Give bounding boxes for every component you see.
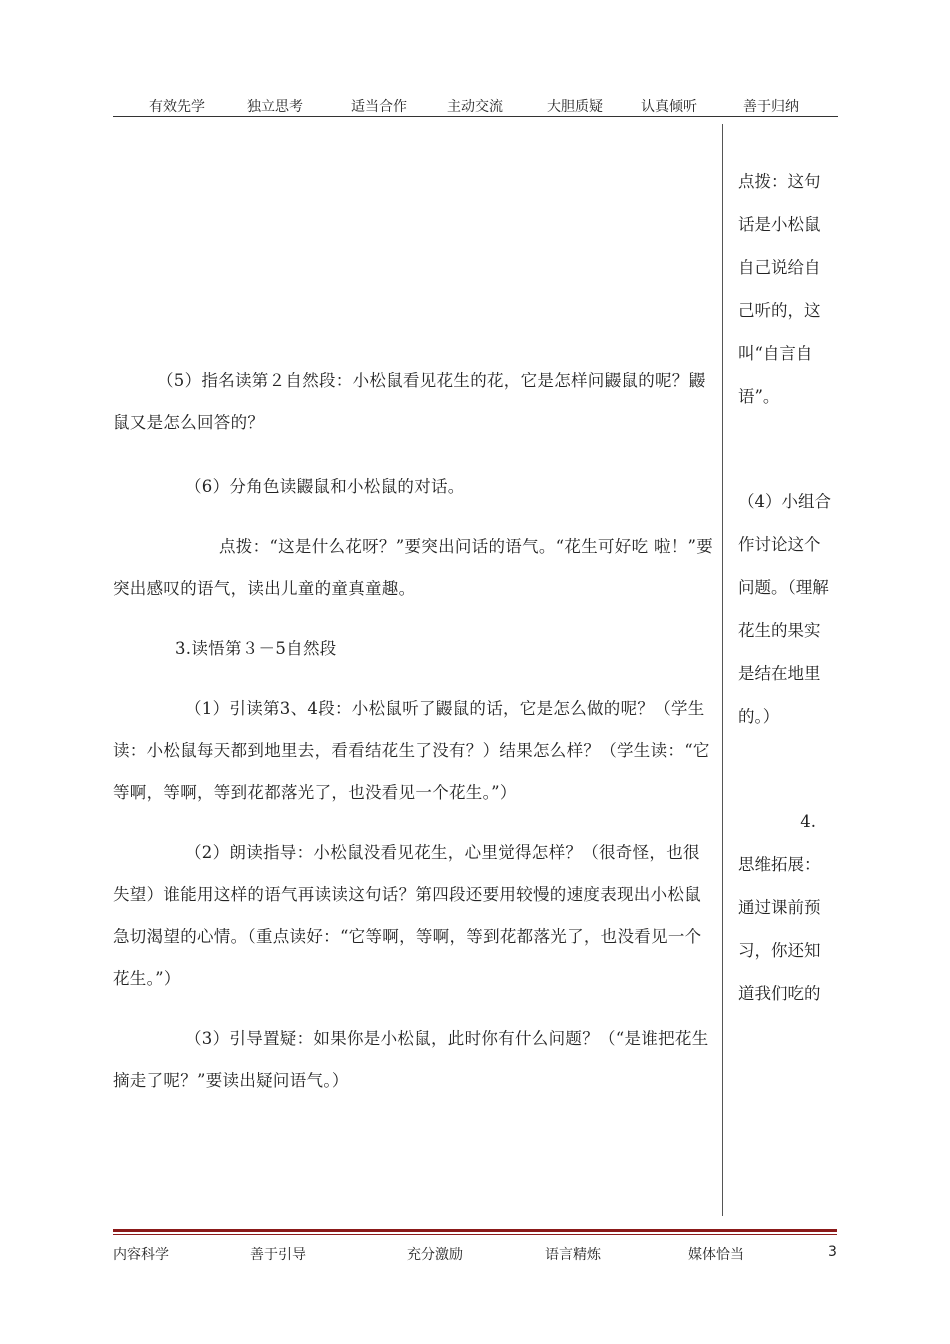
header-item: 善于归纳 <box>743 99 799 115</box>
page-header <box>113 92 838 117</box>
section-3-heading: 3.读悟第３－5自然段 <box>175 639 337 658</box>
main-content <box>113 360 715 1102</box>
paragraph-3-2: （2）朗读指导：小松鼠没看见花生，心里觉得怎样？（很奇怪，也很失望）谁能用这样的语气再读读这句话？第四段还要用较慢的速度表现出小松鼠急切渴望的心情。（重点读好：“它等啊，等啊，等到花都落光了，也没看见一个花生。”） <box>113 843 702 988</box>
header-item: 认真倾听 <box>641 99 697 115</box>
side-note-text: 点拨：这句话是小松鼠自己说给自己听的，这叫“自言自语”。 <box>738 172 821 406</box>
footer-item: 善于引导 <box>250 1247 306 1263</box>
footer-item: 媒体恰当 <box>688 1247 744 1263</box>
column-divider <box>722 124 723 1216</box>
header-item: 有效先学 <box>149 99 205 115</box>
footer-item: 内容科学 <box>113 1247 169 1263</box>
header-item: 大胆质疑 <box>547 99 603 115</box>
footer-rule-thin <box>113 1234 837 1235</box>
side-note-text: 思维拓展：通过课前预习，你还知道我们吃的 <box>738 855 821 1003</box>
paragraph-6: （6）分角色读鼹鼠和小松鼠的对话。 <box>185 477 465 496</box>
side-note-text: （4）小组合作讨论这个问题。（理解花生的果实是结在地里的。） <box>738 492 831 726</box>
footer-item: 充分激励 <box>407 1247 463 1263</box>
header-item: 独立思考 <box>247 99 303 115</box>
paragraph-3-1: （1）引读第3、4段：小松鼠听了鼹鼠的话，它是怎么做的呢？（学生读：小松鼠每天都到地里去，看看结花生了没有？）结果怎么样？（学生读：“它等啊，等啊，等到花都落光了，也没看见一个花生。”） <box>113 699 710 802</box>
side-note-2 <box>738 480 834 738</box>
side-note-1 <box>738 160 834 418</box>
footer-item: 语言精炼 <box>545 1247 601 1263</box>
side-note-3 <box>738 800 834 1015</box>
side-note-number: 4. <box>800 812 816 831</box>
footer-rule <box>113 1229 837 1232</box>
paragraph-hint: 点拨：“这是什么花呀？”要突出问话的语气。“花生可好吃 啦！”要突出感叹的语气，读出儿童的童真童趣。 <box>113 537 714 598</box>
paragraph-3-3: （3）引导置疑：如果你是小松鼠，此时你有什么问题？（“是谁把花生摘走了呢？”要读出疑问语气。） <box>113 1029 709 1090</box>
header-item: 主动交流 <box>447 99 503 115</box>
paragraph-5: （5）指名读第２自然段：小松鼠看见花生的花，它是怎样问鼹鼠的呢？鼹鼠又是怎么回答的？ <box>113 371 706 432</box>
page-number: 3 <box>828 1244 837 1260</box>
header-item: 适当合作 <box>351 99 407 115</box>
